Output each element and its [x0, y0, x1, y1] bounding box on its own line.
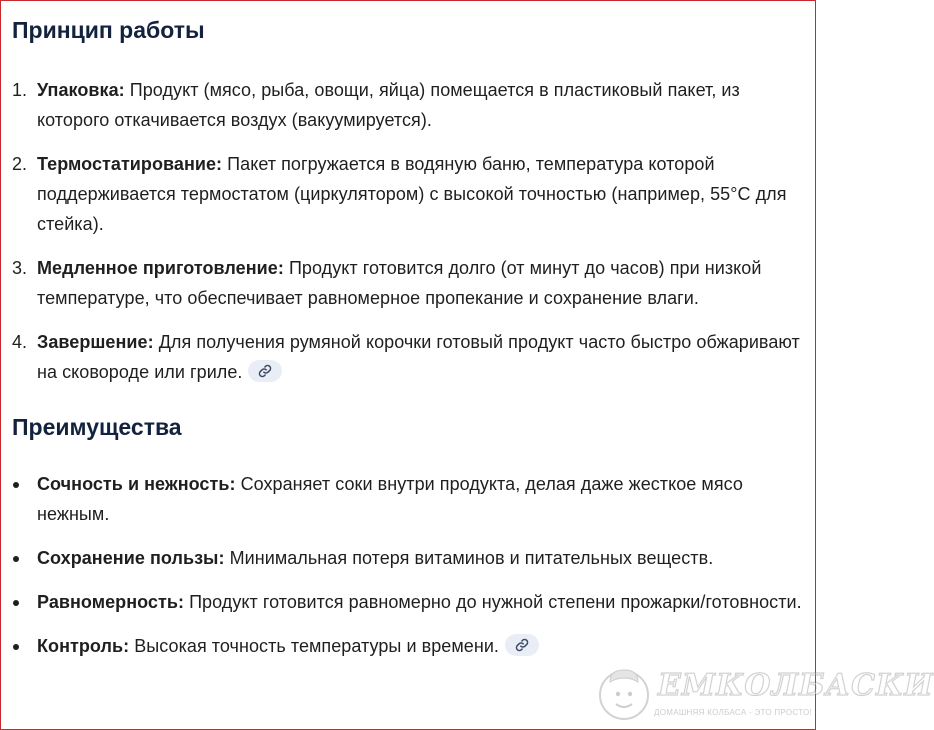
chef-logo-icon — [596, 664, 652, 722]
list-item — [12, 469, 802, 529]
list-item — [12, 587, 802, 617]
item-text: Для получения румяной корочки готовый продукт часто быстро обжаривают на сковороде или гриле. — [37, 332, 800, 382]
heading-principle: Принцип работы — [12, 17, 205, 43]
item-number: 1. — [12, 80, 28, 100]
item-term: Сочность и нежность: — [37, 474, 236, 494]
link-icon — [258, 364, 272, 378]
watermark-brand: ЕМКОЛБАСКИ — [658, 668, 934, 703]
item-text: Высокая точность температуры и времени. — [129, 636, 499, 656]
item-number: 4. — [12, 332, 28, 352]
item-term: Равномерность: — [37, 592, 185, 612]
item-text: Продукт готовится равномерно до нужной степени прожарки/готовности. — [184, 592, 802, 612]
item-text: Минимальная потеря витаминов и питательных веществ. — [224, 548, 714, 568]
item-term: Медленное приготовление: — [37, 258, 284, 278]
bullet-dot — [13, 482, 19, 488]
item-term: Термостатирование: — [37, 154, 223, 174]
item-term: Сохранение пользы: — [37, 548, 225, 568]
watermark — [596, 660, 934, 724]
item-term: Контроль: — [37, 636, 130, 656]
advantages-list — [12, 469, 802, 661]
list-item — [12, 253, 802, 313]
answer-content — [12, 12, 802, 661]
item-text: Продукт (мясо, рыба, овощи, яйца) помещается в пластиковый пакет, из которого откачивается воздух (вакуумируется). — [37, 80, 740, 130]
list-item — [12, 543, 802, 573]
list-item — [12, 631, 802, 661]
item-text: Сохраняет соки внутри продукта, делая даже жесткое мясо нежным. — [37, 474, 743, 524]
list-item — [12, 75, 802, 135]
item-term: Завершение: — [37, 332, 154, 352]
item-number: 3. — [12, 258, 28, 278]
bullet-dot — [13, 600, 19, 606]
source-link-chip[interactable] — [248, 360, 282, 382]
principle-list — [12, 75, 802, 387]
heading-advantages: Преимущества — [12, 414, 182, 440]
item-number: 2. — [12, 154, 28, 174]
bullet-dot — [13, 556, 19, 562]
list-item — [12, 149, 802, 239]
link-icon — [515, 638, 529, 652]
watermark-tagline: ДОМАШНЯЯ КОЛБАСА - ЭТО ПРОСТО! — [654, 708, 813, 717]
bullet-dot — [13, 644, 19, 650]
source-link-chip[interactable] — [505, 634, 539, 656]
item-term: Упаковка: — [37, 80, 125, 100]
list-item — [12, 327, 802, 387]
item-text: Пакет погружается в водяную баню, температура которой поддерживается термостатом (циркулятором) с высокой точностью (например, 55°C для стейка). — [37, 154, 787, 234]
item-text: Продукт готовится долго (от минут до часов) при низкой температуре, что обеспечивает равномерное пропекание и сохранение влаги. — [37, 258, 762, 308]
